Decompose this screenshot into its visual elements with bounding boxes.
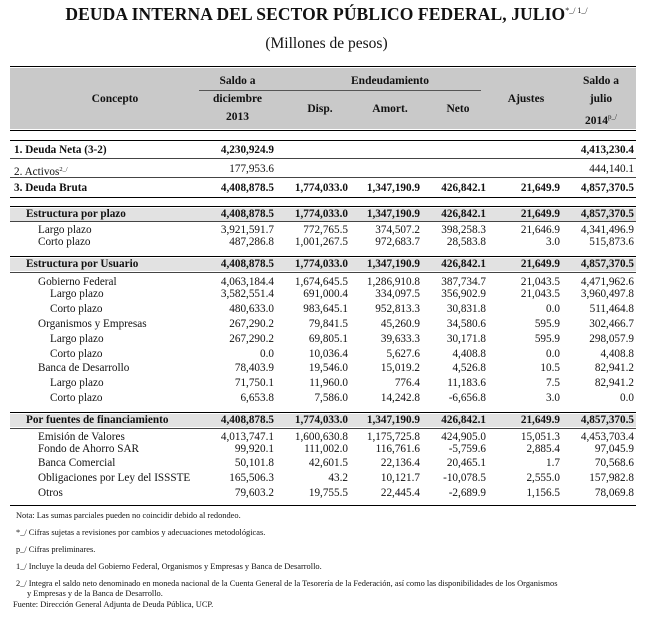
row-label xyxy=(38,362,129,375)
row-label xyxy=(38,236,91,249)
row-label-text: Corto plazo xyxy=(50,392,103,404)
cell-ajustes: 0.0 xyxy=(546,348,560,360)
row-label xyxy=(14,163,68,179)
cell-amort: 1,347,190.9 xyxy=(366,258,420,270)
cell-saldo-dic: 4,063,184.4 xyxy=(220,276,274,288)
cell-ajustes: 21,649.9 xyxy=(520,182,560,194)
table-row xyxy=(10,443,636,456)
row-label-text: Largo plazo xyxy=(50,333,104,345)
cell-neto: 426,842.1 xyxy=(441,414,486,426)
row-label xyxy=(38,443,139,456)
cell-amort: 39,633.3 xyxy=(380,333,420,345)
table-row xyxy=(10,377,636,390)
cell-ajustes: 3.0 xyxy=(546,236,560,248)
rule-fuentes-top xyxy=(10,412,636,413)
cell-amort: 1,175,725.8 xyxy=(366,431,420,443)
title-marks: *_/ 1_/ xyxy=(565,6,588,15)
cell-saldo-jul: 4,471,962.6 xyxy=(580,276,634,288)
table-row xyxy=(10,333,636,346)
cell-disp: 1,001,267.5 xyxy=(294,236,348,248)
cell-disp: 10,036.4 xyxy=(308,348,348,360)
row-label xyxy=(38,457,115,470)
row-label-footnote: 2_/ xyxy=(59,166,68,173)
note-fuente: Fuente: Dirección General Adjunta de Deuda Pública, UCP. xyxy=(13,600,214,609)
cell-saldo-dic: 4,013,747.1 xyxy=(220,431,274,443)
cell-amort: 1,347,190.9 xyxy=(366,208,420,220)
header-saldo-dic-3: 2013 xyxy=(226,111,249,123)
cell-neto: 34,580.6 xyxy=(446,318,486,330)
cell-neto: 28,583.8 xyxy=(446,236,486,248)
cell-disp: 772,765.5 xyxy=(303,224,348,236)
cell-ajustes: 21,043.5 xyxy=(520,288,560,300)
cell-ajustes: 21,043.5 xyxy=(520,276,560,288)
page-subtitle: (Millones de pesos) xyxy=(265,35,388,52)
cell-disp: 111,002.0 xyxy=(304,443,348,455)
header-disp: Disp. xyxy=(307,103,333,115)
cell-saldo-jul: 4,857,370.5 xyxy=(580,258,634,270)
cell-disp: 1,774,033.0 xyxy=(294,208,348,220)
header-amort: Amort. xyxy=(372,103,408,115)
header-saldo-jul-2: julio xyxy=(589,93,613,105)
cell-ajustes: 595.9 xyxy=(534,318,560,330)
cell-saldo-dic: 487,286.8 xyxy=(229,236,274,248)
cell-saldo-dic: 0.0 xyxy=(260,348,274,360)
cell-saldo-jul: 157,982.8 xyxy=(589,472,634,484)
row-label xyxy=(50,377,104,390)
rule-usuario-bottom xyxy=(10,272,636,273)
cell-saldo-dic: 267,290.2 xyxy=(229,333,274,345)
table-row xyxy=(10,348,636,361)
title-text: DEUDA INTERNA DEL SECTOR PÚBLICO FEDERAL, JULIO xyxy=(65,4,566,24)
cell-disp: 1,674,645.5 xyxy=(294,276,348,288)
row-label xyxy=(14,182,87,195)
row-label-text: 2. Activos xyxy=(14,166,60,178)
cell-amort: 776.4 xyxy=(394,377,420,389)
cell-neto: -10,078.5 xyxy=(443,472,486,484)
rule-activos-top xyxy=(10,158,636,159)
cell-neto: 424,905.0 xyxy=(441,431,486,443)
cell-amort: 5,627.6 xyxy=(386,348,420,360)
cell-amort: 334,097.5 xyxy=(375,288,420,300)
row-label xyxy=(38,487,63,500)
row-label xyxy=(50,333,104,346)
rule-plazo-top xyxy=(10,206,636,207)
table-row xyxy=(10,182,636,195)
rule-bruta-top xyxy=(10,177,636,178)
cell-disp: 1,600,630.8 xyxy=(294,431,348,443)
rule-plazo-bottom xyxy=(10,221,636,222)
cell-neto: 426,842.1 xyxy=(441,208,486,220)
cell-saldo-jul: 82,941.2 xyxy=(594,377,634,389)
cell-saldo-jul: 0.0 xyxy=(620,392,634,404)
cell-ajustes: 10.5 xyxy=(540,362,560,374)
header-saldo-jul-year: 2014 xyxy=(585,114,609,127)
cell-amort: 374,507.2 xyxy=(375,224,420,236)
header-concepto: Concepto xyxy=(91,93,139,105)
rule-table-bottom xyxy=(10,505,636,506)
row-label-text: Largo plazo xyxy=(50,377,104,389)
cell-disp: 983,645.1 xyxy=(303,303,348,315)
cell-ajustes: 2,555.0 xyxy=(526,472,560,484)
cell-disp: 19,755.5 xyxy=(308,487,348,499)
row-label-text: Corto plazo xyxy=(50,303,103,315)
row-label-text: Emisión de Valores xyxy=(38,431,125,443)
cell-saldo-dic: 50,101.8 xyxy=(234,457,274,469)
row-label-text: Otros xyxy=(38,487,63,499)
header-saldo-jul-3 xyxy=(566,108,636,130)
header-endeudamiento: Endeudamiento xyxy=(351,75,429,87)
cell-saldo-dic: 99,920.1 xyxy=(234,443,274,455)
row-label xyxy=(26,414,168,427)
cell-ajustes: 15,051.3 xyxy=(520,431,560,443)
cell-saldo-jul: 298,057.9 xyxy=(589,333,634,345)
cell-neto: -6,656.8 xyxy=(448,392,486,404)
cell-ajustes: 21,646.9 xyxy=(520,224,560,236)
table-row xyxy=(10,163,636,176)
cell-disp: 19,546.0 xyxy=(308,362,348,374)
cell-saldo-jul: 302,466.7 xyxy=(589,318,634,330)
cell-amort: 14,242.8 xyxy=(380,392,420,404)
cell-neto: 387,734.7 xyxy=(441,276,486,288)
cell-saldo-jul: 82,941.2 xyxy=(594,362,634,374)
cell-ajustes: 0.0 xyxy=(546,303,560,315)
row-label-text: Gobierno Federal xyxy=(38,276,117,288)
table-row xyxy=(10,414,636,427)
cell-saldo-jul: 444,140.1 xyxy=(589,163,634,175)
table-row xyxy=(10,392,636,405)
cell-saldo-jul: 4,857,370.5 xyxy=(580,208,634,220)
cell-ajustes: 21,649.9 xyxy=(520,208,560,220)
cell-saldo-dic: 480,633.0 xyxy=(229,303,274,315)
cell-saldo-dic: 71,750.1 xyxy=(234,377,274,389)
cell-amort: 1,347,190.9 xyxy=(366,414,420,426)
cell-amort: 22,445.4 xyxy=(380,487,420,499)
table-row xyxy=(10,318,636,331)
row-label-text: Organismos y Empresas xyxy=(38,318,147,330)
cell-neto: -2,689.9 xyxy=(448,487,486,499)
cell-disp: 1,774,033.0 xyxy=(294,182,348,194)
cell-disp: 7,586.0 xyxy=(314,392,348,404)
cell-disp: 79,841.5 xyxy=(308,318,348,330)
row-label xyxy=(14,144,107,157)
cell-ajustes: 7.5 xyxy=(546,377,560,389)
rule-usuario-top xyxy=(10,256,636,257)
header-top-rule xyxy=(10,66,636,67)
cell-saldo-dic: 78,403.9 xyxy=(234,362,274,374)
note-2-cont: y Empresas y de la Banca de Desarrollo. xyxy=(27,589,163,598)
cell-saldo-dic: 4,408,878.5 xyxy=(220,182,274,194)
cell-neto: -5,759.6 xyxy=(448,443,486,455)
row-label-text: Por fuentes de financiamiento xyxy=(26,414,169,426)
cell-disp: 691,000.4 xyxy=(303,288,348,300)
cell-ajustes: 21,649.9 xyxy=(520,258,560,270)
table-row xyxy=(10,303,636,316)
cell-saldo-dic: 4,408,878.5 xyxy=(220,258,274,270)
row-label xyxy=(50,348,103,361)
rule-bruta-bottom xyxy=(10,197,636,198)
cell-saldo-dic: 3,921,591.7 xyxy=(220,224,274,236)
cell-neto: 4,408.8 xyxy=(452,348,486,360)
table-row xyxy=(10,288,636,301)
cell-saldo-dic: 177,953.6 xyxy=(229,163,274,175)
header-neto: Neto xyxy=(446,103,470,115)
rule-deuda-neta-top xyxy=(10,140,636,141)
row-label-text: Obligaciones por Ley del ISSSTE xyxy=(38,472,191,484)
header-saldo-jul-1: Saldo a xyxy=(582,75,620,87)
header-saldo-dic-1: Saldo a xyxy=(219,75,256,87)
table-row xyxy=(10,208,636,221)
row-label xyxy=(50,288,104,301)
cell-saldo-jul: 4,341,496.9 xyxy=(580,224,634,236)
cell-amort: 10,121.7 xyxy=(380,472,420,484)
header-saldo-dic-2: diciembre xyxy=(213,93,262,105)
cell-amort: 1,347,190.9 xyxy=(366,182,420,194)
cell-amort: 952,813.3 xyxy=(375,303,420,315)
cell-amort: 22,136.4 xyxy=(380,457,420,469)
cell-amort: 45,260.9 xyxy=(380,318,420,330)
cell-saldo-dic: 267,290.2 xyxy=(229,318,274,330)
cell-saldo-jul: 70,568.6 xyxy=(594,457,634,469)
cell-amort: 1,286,910.8 xyxy=(366,276,420,288)
cell-ajustes: 2,885.4 xyxy=(526,443,560,455)
cell-amort: 116,761.6 xyxy=(375,443,420,455)
note-1: 1_/ Incluye la deuda del Gobierno Federal, Organismos y Empresas y Banca de Desarrollo. xyxy=(16,562,322,571)
cell-neto: 356,902.9 xyxy=(441,288,486,300)
cell-neto: 398,258.3 xyxy=(441,224,486,236)
cell-neto: 4,526.8 xyxy=(452,362,486,374)
cell-saldo-jul: 4,408.8 xyxy=(600,348,634,360)
table-row xyxy=(10,472,636,485)
row-label-text: 1. Deuda Neta (3-2) xyxy=(14,144,107,156)
row-label-text: Corto plazo xyxy=(50,348,103,360)
cell-saldo-jul: 4,857,370.5 xyxy=(580,182,634,194)
cell-saldo-dic: 4,408,878.5 xyxy=(220,208,274,220)
cell-neto: 30,171.8 xyxy=(446,333,486,345)
row-label-text: 3. Deuda Bruta xyxy=(14,182,88,194)
cell-disp: 42,601.5 xyxy=(308,457,348,469)
row-label xyxy=(50,303,103,316)
row-label-text: Estructura por plazo xyxy=(26,208,126,220)
cell-saldo-jul: 78,069.8 xyxy=(594,487,634,499)
note-redondeo: Nota: Las sumas parciales pueden no coincidir debido al redondeo. xyxy=(16,511,241,520)
row-label xyxy=(38,472,190,485)
page-title xyxy=(0,4,653,25)
cell-ajustes: 1.7 xyxy=(546,457,560,469)
row-label-text: Estructura por Usuario xyxy=(26,258,139,270)
cell-amort: 15,019.2 xyxy=(380,362,420,374)
cell-saldo-dic: 165,506.3 xyxy=(229,472,274,484)
cell-disp: 69,805.1 xyxy=(308,333,348,345)
cell-saldo-jul: 515,873.6 xyxy=(589,236,634,248)
note-cifras-sujetas: *_/ Cifras sujetas a revisiones por cambios y adecuaciones metodológicas. xyxy=(16,528,266,537)
row-label-text: Largo plazo xyxy=(38,224,92,236)
cell-neto: 426,842.1 xyxy=(441,182,486,194)
table-row xyxy=(10,144,636,157)
header-saldo-jul-mark: p_/ xyxy=(608,113,617,121)
cell-saldo-jul: 97,045.9 xyxy=(594,443,634,455)
cell-neto: 426,842.1 xyxy=(441,258,486,270)
table-row xyxy=(10,258,636,271)
table-row xyxy=(10,236,636,249)
cell-saldo-jul: 4,453,703.4 xyxy=(580,431,634,443)
cell-disp: 1,774,033.0 xyxy=(294,414,348,426)
row-label-text: Corto plazo xyxy=(38,236,91,248)
row-label xyxy=(50,392,103,405)
cell-disp: 1,774,033.0 xyxy=(294,258,348,270)
cell-ajustes: 3.0 xyxy=(546,392,560,404)
row-label-text: Banca de Desarrollo xyxy=(38,362,130,374)
table-row xyxy=(10,457,636,470)
cell-saldo-jul: 3,960,497.8 xyxy=(580,288,634,300)
cell-neto: 20,465.1 xyxy=(446,457,486,469)
cell-ajustes: 21,649.9 xyxy=(520,414,560,426)
cell-saldo-dic: 3,582,551.4 xyxy=(220,288,274,300)
header-ajustes: Ajustes xyxy=(507,93,545,105)
row-label-text: Fondo de Ahorro SAR xyxy=(38,443,140,455)
cell-saldo-jul: 4,413,230.4 xyxy=(580,144,634,156)
cell-saldo-dic: 4,408,878.5 xyxy=(220,414,274,426)
cell-ajustes: 595.9 xyxy=(534,333,560,345)
cell-saldo-jul: 4,857,370.5 xyxy=(580,414,634,426)
row-label xyxy=(26,258,138,271)
cell-saldo-jul: 511,464.8 xyxy=(589,303,634,315)
rule-fuentes-bottom xyxy=(10,428,636,429)
note-preliminares: p_/ Cifras preliminares. xyxy=(16,545,96,554)
table-row xyxy=(10,487,636,500)
cell-disp: 11,960.0 xyxy=(309,377,348,389)
row-label-text: Banca Comercial xyxy=(38,457,116,469)
row-label-text: Largo plazo xyxy=(50,288,104,300)
row-label xyxy=(26,208,126,221)
table-row xyxy=(10,362,636,375)
cell-disp: 43.2 xyxy=(328,472,348,484)
note-2: 2_/ Integra el saldo neto denominado en moneda nacional de la Cuenta General de la Tesorería de la Federación, así como las disponibilidades de los Organismos xyxy=(16,579,558,588)
cell-neto: 11,183.6 xyxy=(447,377,486,389)
cell-neto: 30,831.8 xyxy=(446,303,486,315)
cell-saldo-dic: 79,603.2 xyxy=(234,487,274,499)
cell-ajustes: 1,156.5 xyxy=(526,487,560,499)
cell-saldo-dic: 6,653.8 xyxy=(240,392,274,404)
header-bottom-rule xyxy=(10,130,636,131)
cell-amort: 972,683.7 xyxy=(375,236,420,248)
row-label xyxy=(38,318,147,331)
cell-saldo-dic: 4,230,924.9 xyxy=(220,144,274,156)
